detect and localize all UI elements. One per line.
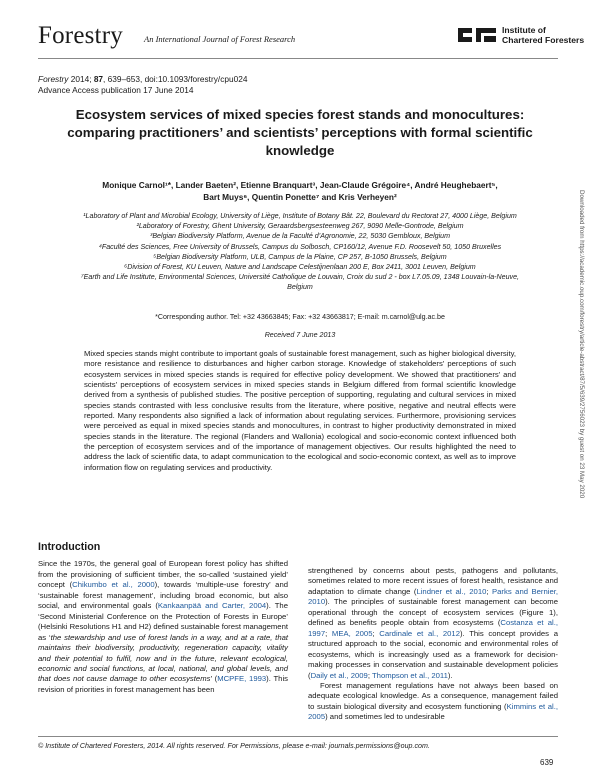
affiliation: ⁷Earth and Life Institute, Environmental Sciences, Université Catholique de Louvain, Croix du sud 2 - box L7.05.09, 1348 Louvain-la-Neuve,	[80, 273, 520, 282]
affiliation: ²Laboratory of Forestry, Ghent University, Geraardsbergsesteenweg 267, 9090 Melle-Gontrode, Belgium	[136, 222, 464, 231]
journal-name: Forestry	[38, 22, 123, 49]
publisher-name: Institute of Chartered Foresters	[502, 25, 585, 45]
affiliations	[40, 211, 560, 293]
reference-link[interactable]: MCPFE, 1993	[217, 674, 267, 684]
left-column	[38, 542, 288, 695]
abstract: Mixed species stands might contribute to important goals of sustainable forest management, such as higher biological diversity, more resistance and resilience to disturbances and higher carbon storage. Knowledge of stakeholders’ perceptions of such ecosystem services in mixed species stands is required for effective policy development. We showed that practitioners’ and scientists’ perceptions of ecosystem services in mixed species stands in Belgium differed from formal scientific knowledge derived from a synthesis of published studies. The positive perception of supporting, regulating and cultural services in mixed species stands contrasted with less conclusive results from the literature, where positive, negative and neutral effects were reported. Many respondents also signified a lack of information about regulating services. Furthermore, provisioning services were perceived as equal in mixed species stands and monocultures, in contrast to higher productivity demonstrated in mixed species stands in the literature. The regional (Flanders and Wallonia) ecological and socio-economic context influenced both the perception of ecosystem services and of the importance of management objectives. Our results highlighted the need to address the lack of scientific data, to adapt communication to the ecological and socio-economic context, as well as to improve information flow on regulating services and productivity.	[84, 349, 516, 472]
reference-link[interactable]: Lindner et al., 2010	[416, 586, 487, 596]
masthead	[38, 22, 585, 52]
reference-link[interactable]: Kimmins et al., 2005	[308, 701, 558, 722]
authors: Monique Carnol¹*, Lander Baeten², Etienne Branquart³, Jean-Claude Grégoire⁴, André Heughebaert⁵, Bart Muys⁶, Quentin Ponette⁷ and Kris Verheyen²	[102, 180, 498, 202]
affiliation: ¹Laboratory of Plant and Microbial Ecology, University of Liège, Institute of Botany Bât. 22, Boulevard du Rectorat 27, 4000 Liège, Belgium	[83, 212, 517, 220]
reference-link[interactable]: Parks and Bernier, 2010	[308, 586, 558, 607]
reference-link[interactable]: MEA, 2005	[331, 628, 373, 638]
reference-link[interactable]: Kankaanpää and Carter, 2004	[157, 601, 267, 611]
footer-rule	[38, 736, 558, 737]
journal-subtitle: An International Journal of Forest Research	[144, 34, 296, 44]
reference-link[interactable]: Chikumbo et al., 2000	[72, 580, 155, 590]
affiliation: ⁶Division of Forest, KU Leuven, Nature and Landscape Celestijnenlaan 200 E, Box 2411, 3001 Leuven, Belgium	[124, 263, 476, 272]
reference-link[interactable]: Cardinale et al., 2012	[379, 628, 460, 638]
affiliation: ⁵Belgian Biodiversity Platform, ULB, Campus de la Plaine, CP 257, B-1050 Brussels, Belgium	[153, 252, 447, 261]
reference-link[interactable]: Thompson et al., 2011	[371, 670, 448, 680]
reference-link[interactable]: Daily et al., 2009	[310, 670, 368, 680]
article-title: Ecosystem services of mixed species forest stands and monocultures: comparing practitioners’ and scientists’ perceptions with formal scientific knowledge	[67, 107, 533, 158]
masthead-rule	[38, 58, 558, 59]
section-heading: Introduction	[38, 541, 101, 553]
paragraph: strengthened by concerns about pests, pathogens and pollutants, sometimes related to more recent issues of forest health, resistance and adaptation to climate change (Lindner et al., 2010; Parks and Bernier, 2010). The principles of sustainable forest management can become operational through the concept of ecosystem services (Figure 1), defined as benefits people obtain from ecosystems (Costanza et al., 1997; MEA, 2005; Cardinale et al., 2012). This concept provides a structured approach to the social, economic and environmental roles of ecosystems, which is increasingly used as a framework for decision-making processes in conservation and sustainable development policies (Daily et al., 2009; Thompson et al., 2011).	[308, 566, 558, 680]
reference-link[interactable]: Costanza et al., 1997	[308, 618, 558, 638]
paragraph: Since the 1970s, the general goal of European forest policy has shifted from the provisioning of sufficient timber, the so-called ‘sustained yield’ concept (Chikumbo et al., 2000), towards ‘multiple-use forestry’ and ‘sustainable forest management’, including broad economic, but also social, and environmental goals (Kankaanpää and Carter, 2004). The ‘Second Ministerial Conference on the Protection of Forests in Europe’ (Helsinki Resolutions H1 and H2) defined sustainable forest management as ‘the stewardship and use of forest lands in a way, and at a rate, that maintains their biodiversity, productivity, regeneration capacity, vitality and their potential to fulfil, now and in the future, relevant ecological, economic and social functions, at local, national, and global levels, and that does not cause damage to other ecosystems’ (MCPFE, 1993). This revision of priorities in forest management has been	[38, 559, 289, 694]
affiliation: Belgium	[287, 283, 313, 292]
download-note: Downloaded from https://academic.oup.com/forestry/article-abstract/87/5/639/2756023 by guest on 23 May 2020	[578, 190, 585, 499]
copyright-notice: © Institute of Chartered Foresters, 2014. All rights reserved. For Permissions, please e-mail: journals.permissions@oup.com.	[38, 742, 430, 750]
right-column	[308, 566, 558, 723]
corresponding-author: *Corresponding author. Tel: +32 43663845; Fax: +32 43663817; E-mail: m.carnol@ulg.ac.be	[155, 313, 445, 321]
page-number: 639	[540, 758, 554, 767]
affiliation: ³Belgian Biodiversity Platform, Avenue de la Faculté d’Agronomie, 22, 5030 Gembloux, Belgium	[149, 232, 451, 241]
paragraph: Forest management regulations have not always been based on adequate ecological knowledge. As a consequence, management failed to sustain biological diversity and ecosystem functioning (Kimmins et al., 2005) and sometimes led to undesirable	[308, 680, 558, 722]
affiliation: ⁴Faculté des Sciences, Free University of Brussels, Campus du Solbosch, CP160/12, Avenue F.D. Roosevelt 50, 1050 Bruxelles	[98, 242, 502, 251]
icf-logo-icon	[456, 24, 498, 46]
citation: Forestry 2014; 87, 639–653, doi:10.1093/forestry/cpu024 Advance Access publication 17 June 2014	[38, 74, 248, 95]
received-date: Received 7 June 2013	[264, 331, 336, 339]
